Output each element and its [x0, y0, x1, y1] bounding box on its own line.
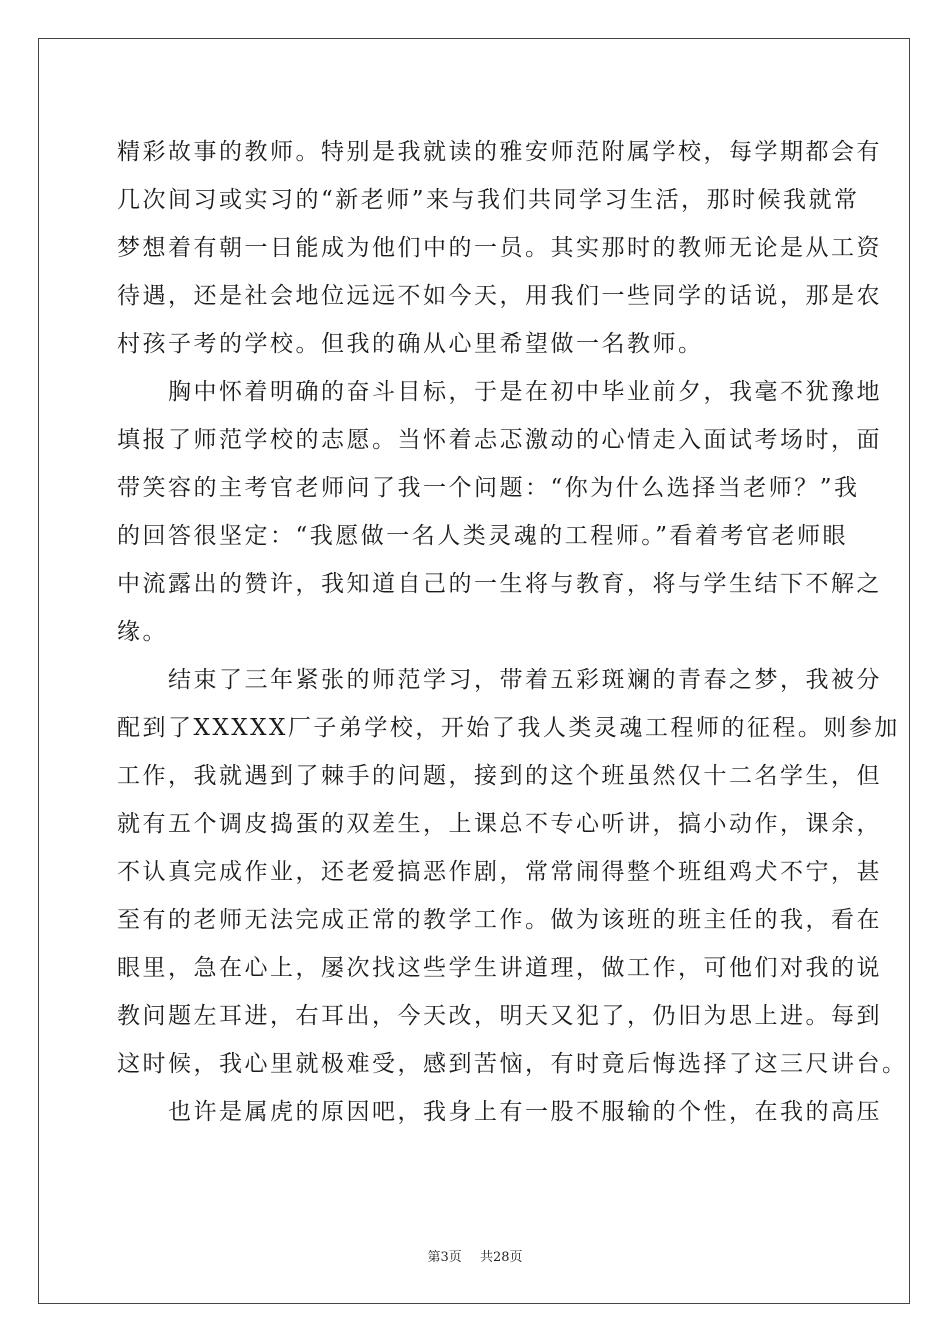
text-line: 中流露出的赞许，我知道自己的一生将与教育，将与学生结下不解之 [117, 571, 882, 597]
paragraph-4 [117, 1088, 882, 1136]
paragraph-1 [117, 128, 882, 368]
page-total: 共28页 [479, 1250, 523, 1265]
text-line: 教问题左耳进，右耳出，今天改，明天又犯了，仍旧为思上进。每到 [117, 1003, 882, 1029]
text-line: 几次间习或实习的“新老师”来与我们共同学习生活，那时候我就常 [117, 187, 860, 213]
paragraph-2 [117, 368, 882, 656]
text-line: 结束了三年紧张的师范学习，带着五彩斑斓的青春之梦，我被分 [117, 667, 882, 693]
page-number: 第3页 [427, 1250, 462, 1265]
text-line: 村孩子考的学校。但我的确从心里希望做一名教师。 [117, 331, 704, 357]
text-line: 配到了XXXXX厂子弟学校，开始了我人类灵魂工程师的征程。则参加 [117, 715, 900, 741]
text-line: 缘。 [117, 619, 168, 645]
page-footer [0, 1246, 950, 1265]
text-line: 胸中怀着明确的奋斗目标，于是在初中毕业前夕，我毫不犹豫地 [117, 379, 882, 405]
text-line: 工作，我就遇到了棘手的问题，接到的这个班虽然仅十二名学生，但 [117, 763, 882, 789]
text-line: 眼里，急在心上，屡次找这些学生讲道理，做工作，可他们对我的说 [117, 955, 882, 981]
text-line: 至有的老师无法完成正常的教学工作。做为该班的班主任的我，看在 [117, 907, 882, 933]
text-line: 精彩故事的教师。特别是我就读的雅安师范附属学校，每学期都会有 [117, 139, 882, 165]
text-line: 就有五个调皮捣蛋的双差生，上课总不专心听讲，搞小动作，课余， [117, 811, 882, 837]
text-line: 的回答很坚定：“我愿做一名人类灵魂的工程师。”看着考官老师眼 [117, 523, 849, 549]
document-body [117, 128, 908, 1136]
text-line: 也许是属虎的原因吧，我身上有一股不服输的个性，在我的高压 [117, 1099, 882, 1125]
text-line: 待遇，还是社会地位远远不如今天，用我们一些同学的话说，那是农 [117, 283, 882, 309]
text-line: 不认真完成作业，还老爱搞恶作剧，常常闹得整个班组鸡犬不宁，甚 [117, 859, 882, 885]
text-line: 梦想着有朝一日能成为他们中的一员。其实那时的教师无论是从工资 [117, 235, 882, 261]
text-line: 带笑容的主考官老师问了我一个问题：“你为什么选择当老师？”我 [117, 475, 860, 501]
text-line: 填报了师范学校的志愿。当怀着忐忑激动的心情走入面试考场时，面 [117, 427, 882, 453]
text-line: 这时候，我心里就极难受，感到苦恼，有时竟后悔选择了这三尺讲台。 [117, 1051, 908, 1077]
paragraph-3 [117, 656, 908, 1088]
